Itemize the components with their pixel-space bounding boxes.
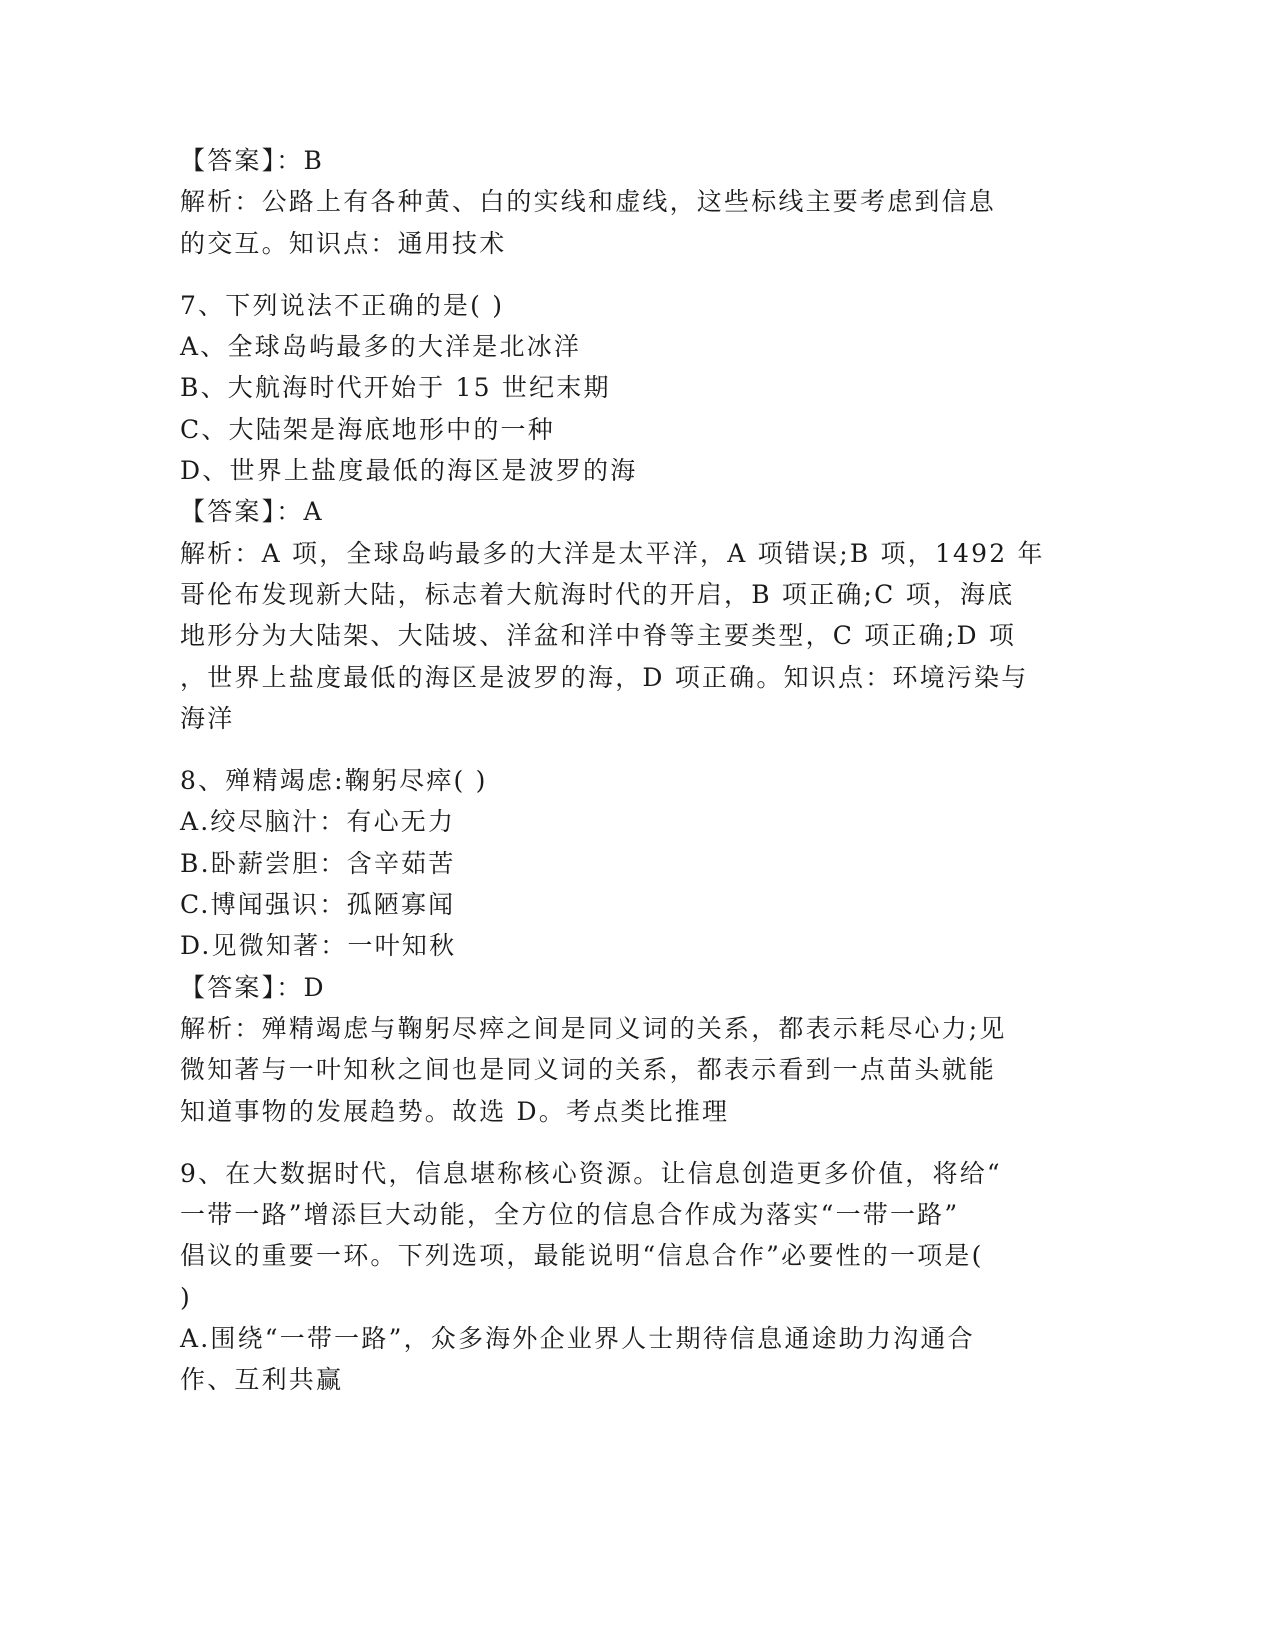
q7-explanation [180, 533, 1045, 739]
q8-explanation [180, 1008, 1040, 1132]
q9-question-line: 倡议的重要一环。下列选项，最能说明“信息合作”必要性的一项是( [180, 1241, 984, 1271]
q8-answer-line: 【答案】：D [180, 972, 326, 1002]
q7-option-b [180, 367, 1040, 408]
q8-option-a-line: A.绞尽脑汁：有心无力 [180, 807, 456, 837]
q9-option-a-line: 作、互利共赢 [180, 1365, 344, 1395]
q7-option-d-line: D、世界上盐度最低的海区是波罗的海 [180, 456, 638, 486]
paragraph-gap [180, 264, 1040, 285]
q7-explanation-line: 地形分为大陆架、大陆坡、洋盆和洋中脊等主要类型，C 项正确;D 项 [180, 621, 1017, 651]
q8-option-c-line: C.博闻强识：孤陋寡闻 [180, 890, 456, 920]
q7-explanation-line: 哥伦布发现新大陆，标志着大航海时代的开启，B 项正确;C 项，海底 [180, 579, 1015, 609]
q8-option-b [180, 843, 1040, 884]
q8-option-c [180, 884, 1040, 925]
q7-explanation-line: 解析：A 项，全球岛屿最多的大洋是太平洋，A 项错误;B 项，1492 年 [180, 538, 1045, 568]
q7-option-b-line: B、大航海时代开始于 15 世纪末期 [180, 373, 611, 403]
q7-option-d [180, 450, 1040, 491]
q7-answer-line: 【答案】：A [180, 497, 324, 527]
q7-question-line: 7、下列说法不正确的是( ) [180, 290, 505, 320]
q7-answer [180, 491, 1040, 532]
q8-option-a [180, 801, 1040, 842]
q8-explanation-line: 微知著与一叶知秋之间也是同义词的关系，都表示看到一点苗头就能 [180, 1055, 997, 1085]
paragraph-gap [180, 739, 1040, 760]
q7-option-c-line: C、大陆架是海底地形中的一种 [180, 414, 555, 444]
q9-question-line: ) [180, 1282, 192, 1312]
q6-answer-line: 【答案】：B [180, 146, 325, 175]
q8-option-b-line: B.卧薪尝胆：含辛茹苦 [180, 848, 456, 878]
paragraph-gap [180, 1132, 1040, 1153]
q8-answer [180, 967, 1040, 1008]
q6-answer [180, 140, 1040, 181]
q7-option-a [180, 326, 1040, 367]
q8-question-line: 8、殚精竭虑:鞠躬尽瘁( ) [180, 766, 488, 796]
q7-explanation-line: 海洋 [180, 703, 235, 733]
q8-option-d-line: D.见微知著：一叶知秋 [180, 931, 457, 961]
q7-option-c [180, 409, 1040, 450]
q6-explanation [180, 181, 1040, 264]
document-page [180, 140, 1045, 1401]
q9-question [180, 1153, 1040, 1318]
q9-option-a-line: A.围绕“一带一路”，众多海外企业界人士期待信息通途助力沟通合 [180, 1324, 975, 1354]
q9-question-line: 一带一路”增添巨大动能，全方位的信息合作成为落实“一带一路” [180, 1200, 960, 1230]
q6-explanation-line: 的交互。知识点：通用技术 [180, 228, 507, 258]
q7-explanation-line: ，世界上盐度最低的海区是波罗的海，D 项正确。知识点：环境污染与 [180, 662, 1029, 692]
q6-explanation-line: 解析：公路上有各种黄、白的实线和虚线，这些标线主要考虑到信息 [180, 187, 997, 217]
q8-explanation-line: 知道事物的发展趋势。故选 D。考点类比推理 [180, 1096, 730, 1126]
q7-option-a-line: A、全球岛屿最多的大洋是北冰洋 [180, 332, 582, 362]
q7-question [180, 285, 1040, 326]
q9-question-line: 9、在大数据时代，信息堪称核心资源。让信息创造更多价值，将给“ [180, 1158, 1002, 1188]
q8-question [180, 760, 1040, 801]
q9-option-a [180, 1318, 1040, 1401]
q8-explanation-line: 解析：殚精竭虑与鞠躬尽瘁之间是同义词的关系，都表示耗尽心力;见 [180, 1013, 1007, 1043]
q8-option-d [180, 925, 1040, 966]
